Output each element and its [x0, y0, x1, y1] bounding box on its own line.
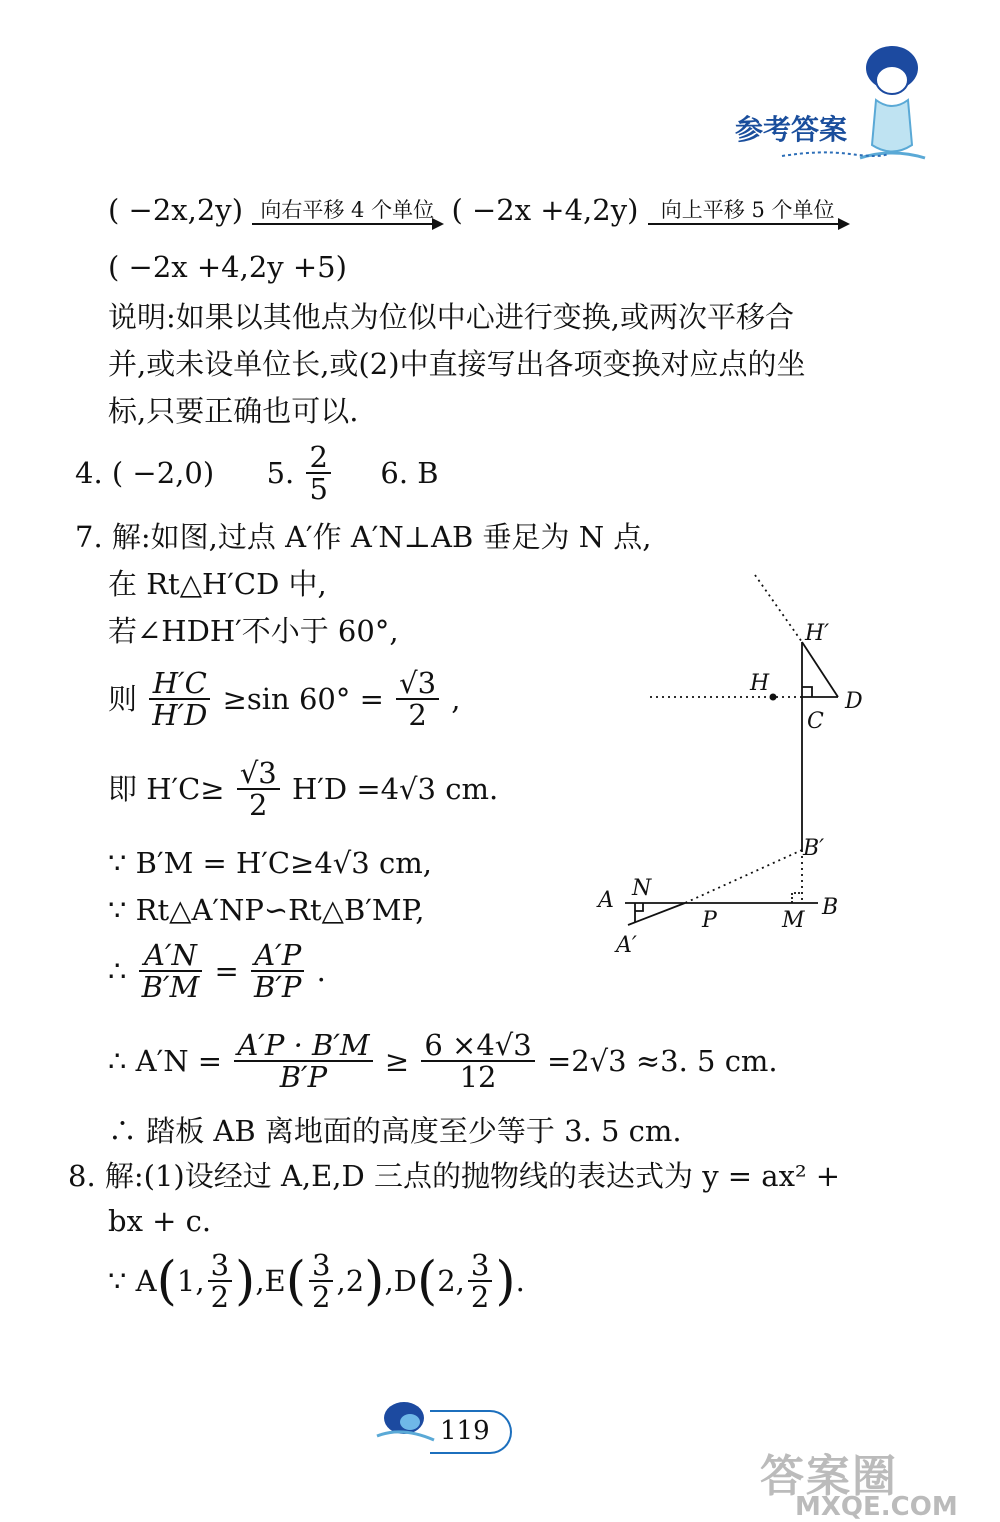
- transform-step1-label: 向右平移 4 个单位: [260, 198, 435, 223]
- q8-d-x: 2,: [437, 1263, 465, 1298]
- transform-result: ( −2x +4,2y +5): [108, 250, 347, 284]
- q7-l8-den-1: B′P: [279, 1060, 328, 1095]
- q8-e-num: 3: [309, 1250, 333, 1282]
- segment-p-a-prime: [628, 903, 685, 925]
- q7-l8-prefix: ∴ A′N =: [108, 1043, 223, 1078]
- q7-l7-frac-2: [251, 940, 304, 1003]
- note-line-2: 并,或未设单位长,或(2)中直接写出各项变换对应点的坐: [108, 347, 806, 381]
- answer-4: 4. ( −2,0): [75, 455, 215, 490]
- q8-d-den: 2: [470, 1280, 490, 1315]
- transform-from: ( −2x,2y): [108, 193, 244, 227]
- transform-step2-label: 向上平移 5 个单位: [660, 198, 835, 223]
- segment-h-prime-d: [802, 642, 838, 697]
- answer-5-fraction: [306, 442, 330, 505]
- q7-ratio-den: H′D: [152, 698, 208, 733]
- q7-l7-eq: =: [214, 953, 239, 988]
- right-angle-mark-m: [792, 893, 802, 903]
- dotted-b-prime-to-p: [685, 850, 802, 903]
- q7-l3-end: ,: [451, 681, 461, 716]
- q8-a-den: 2: [210, 1280, 230, 1315]
- transform-mid: ( −2x +4,2y): [451, 193, 639, 227]
- label-h: H: [750, 671, 770, 696]
- label-h-prime: H′: [805, 621, 830, 646]
- q7-l3-prefix: 则: [108, 681, 138, 716]
- q7-l7-frac-1: [139, 940, 203, 1003]
- q7-l8-ge: ≥: [384, 1043, 410, 1078]
- answer-5-denominator: 5: [309, 472, 328, 507]
- q8-e-y: ,2: [336, 1263, 365, 1298]
- q7-sin-den: 2: [408, 698, 427, 733]
- answers-4-5-6: [75, 442, 439, 505]
- q7-ratio-fraction: [149, 668, 210, 731]
- q8-line-2: bx + c.: [108, 1204, 212, 1238]
- q7-sin-fraction: [396, 668, 439, 731]
- q7-intro: 7. 解:如图,过点 A′作 A′N⊥AB 垂足为 N 点,: [75, 520, 652, 554]
- q8-l3-prefix: ∵ A: [108, 1263, 157, 1298]
- geometry-diagram: [590, 565, 880, 965]
- q7-line-3: [108, 668, 460, 731]
- watermark-brand: 答案圈: [760, 1451, 898, 1502]
- label-c: C: [807, 709, 824, 734]
- q7-l8-den-2: 12: [459, 1060, 497, 1095]
- watermark-url: MXQE.COM: [795, 1492, 958, 1522]
- q8-a-x: 1,: [176, 1263, 205, 1298]
- header-title: 参考答案: [735, 113, 848, 146]
- q8-d-num: 3: [468, 1250, 492, 1282]
- q7-l7-end: .: [316, 953, 326, 988]
- q7-l4-post: H′D =4√3 cm.: [291, 771, 499, 806]
- label-a-prime: A′: [616, 933, 637, 958]
- q7-ratio-num: H′C: [149, 668, 210, 700]
- q7-line-6: ∵ Rt△A′NP∽Rt△B′MP,: [108, 893, 425, 927]
- label-b-prime: B′: [803, 836, 825, 861]
- q7-l8-num-2: 6 ×4√3: [421, 1030, 534, 1062]
- q7-sin-num: √3: [396, 668, 439, 700]
- page-number: 119: [440, 1416, 490, 1446]
- q8-d-frac: [468, 1250, 492, 1313]
- transform-arrow-1: [252, 199, 442, 224]
- q8-e-den: 2: [312, 1280, 331, 1315]
- q7-line-9: ∴ 踏板 AB 离地面的高度至少等于 3. 5 cm.: [108, 1114, 682, 1148]
- q8-e-frac: [309, 1250, 333, 1313]
- q7-l4-prefix: 即 H′C≥: [108, 771, 225, 806]
- label-p: P: [702, 908, 717, 933]
- point-h: [770, 694, 777, 701]
- q7-l4-den: 2: [249, 788, 268, 823]
- transform-line-1: [108, 193, 848, 227]
- q7-l4-num: √3: [237, 758, 280, 790]
- q7-l8-num-1: A′P · B′M: [234, 1030, 372, 1062]
- q7-l8-frac-1: [234, 1030, 372, 1093]
- q7-line-7: [108, 940, 326, 1003]
- q7-l7-den-1: B′M: [141, 970, 200, 1005]
- q8-a-frac: [208, 1250, 232, 1313]
- note-line-3: 标,只要正确也可以.: [108, 394, 359, 428]
- q7-l8-frac-2: [421, 1030, 534, 1093]
- right-angle-mark-n: [635, 903, 643, 911]
- q8-line-1: 8. 解:(1)设经过 A,E,D 三点的抛物线的表达式为 y = ax² +: [68, 1159, 841, 1193]
- q8-a-num: 3: [208, 1250, 232, 1282]
- q7-line-4: [108, 758, 498, 821]
- header-underline: [780, 148, 890, 160]
- right-angle-mark-c: [802, 687, 812, 697]
- q7-l7-den-2: B′P: [254, 970, 302, 1005]
- note-line-1: 说明:如果以其他点为位似中心进行变换,或两次平移合: [108, 300, 794, 334]
- q7-line-1: 在 Rt△H′CD 中,: [108, 567, 327, 601]
- q7-line-5: ∵ B′M = H′C≥4√3 cm,: [108, 846, 432, 880]
- answer-6: 6. B: [380, 455, 439, 490]
- q7-l7-prefix: ∴: [108, 953, 127, 988]
- label-d: D: [845, 689, 863, 714]
- transform-arrow-2: [648, 199, 848, 224]
- q8-line-3: ∵ A(1, $\frac{3}{2}$ ),E( $\frac{3}{2}$ ,2),D(2, $\frac{3}{2}$ ).: [108, 1248, 525, 1315]
- label-m: M: [782, 908, 805, 933]
- label-b: B: [822, 895, 839, 920]
- q7-line-8: [108, 1030, 778, 1093]
- header-mascot-icon: [840, 40, 930, 165]
- q7-l7-num-2: A′P: [251, 940, 304, 972]
- label-a: A: [598, 888, 614, 913]
- label-n: N: [632, 876, 652, 901]
- q7-line-2: 若∠HDH′不小于 60°,: [108, 614, 399, 648]
- q8-l3-e: ,E: [255, 1263, 286, 1298]
- q7-l4-fraction: [237, 758, 280, 821]
- answer-5-numerator: 2: [306, 442, 330, 474]
- q7-l3-mid: ≥sin 60° =: [222, 681, 384, 716]
- q7-l7-num-1: A′N: [139, 940, 203, 972]
- q8-l3-d: ,D: [384, 1263, 417, 1298]
- answer-5-label: 5.: [266, 455, 295, 490]
- q8-l3-end: .: [515, 1263, 525, 1298]
- q7-l8-post: =2√3 ≈3. 5 cm.: [546, 1043, 778, 1078]
- dotted-ray-to-h-prime: [755, 575, 802, 642]
